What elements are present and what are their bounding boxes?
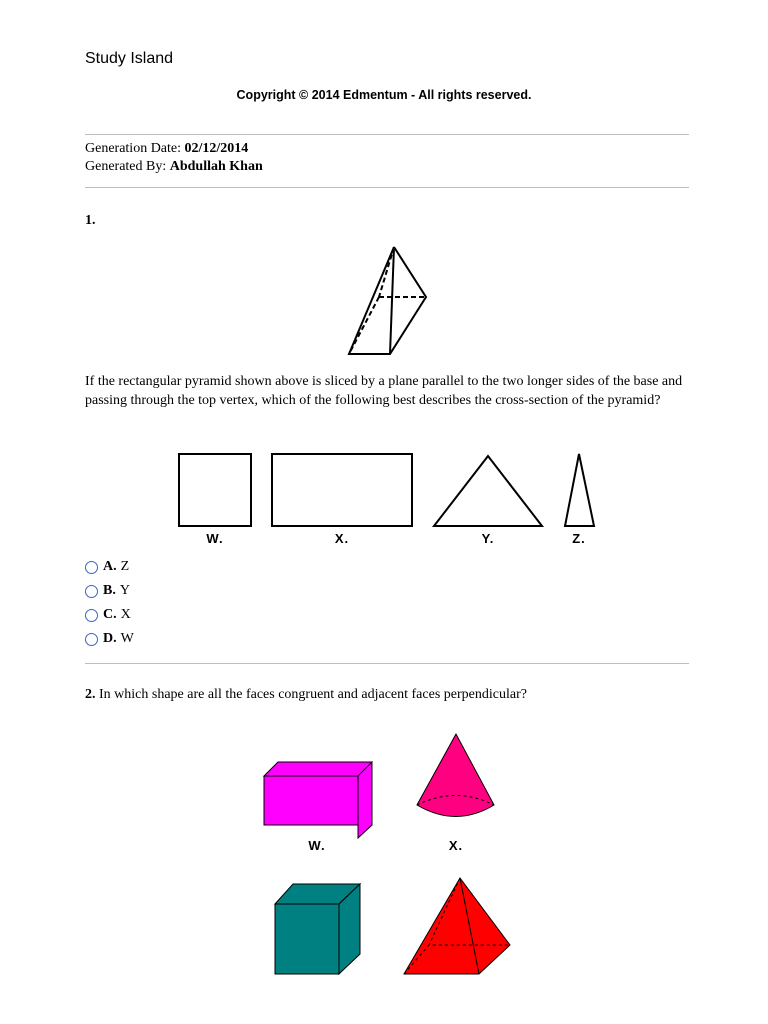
divider: [85, 187, 689, 188]
choice-letter: B.: [103, 583, 116, 598]
question-1-number: 1.: [85, 213, 96, 228]
question-2-number: 2.: [85, 687, 96, 702]
choice-c[interactable]: [85, 606, 131, 624]
figure-label-y: Y.: [481, 531, 495, 546]
generation-date-value: 02/12/2014: [184, 141, 249, 156]
generation-date-row: [85, 140, 248, 158]
generation-date-label: Generation Date:: [85, 141, 182, 156]
pyramid-solid-edges: [349, 247, 426, 354]
question-1-text: If the rectangular pyramid shown above is sliced by a plane parallel to the two longer sides of the base and passing through the top vertex, which of the following best describes the cross-section of the pyramid?: [85, 374, 683, 408]
cross-section-options-figure: [170, 450, 600, 550]
wide-triangle-shape: [434, 456, 542, 526]
radio-button[interactable]: [85, 609, 98, 622]
rectangular-pyramid-figure: [340, 243, 435, 358]
cone-shape: [417, 734, 494, 817]
choice-text: Z: [120, 559, 130, 574]
choice-text: X: [120, 607, 131, 622]
choice-a[interactable]: [85, 558, 129, 576]
choice-letter: C.: [103, 607, 117, 622]
figure-label-z: Z.: [572, 531, 586, 546]
rectangle-shape: [272, 454, 412, 526]
divider: [85, 663, 689, 664]
figure-label-x: X.: [334, 531, 350, 546]
solids-figure: [255, 728, 525, 978]
question-2-row: [85, 686, 689, 705]
choice-d[interactable]: [85, 630, 134, 648]
divider: [85, 134, 689, 135]
figure-label-x: X.: [448, 838, 464, 853]
square-pyramid-shape: [404, 878, 510, 974]
choice-text: W: [120, 631, 134, 646]
generated-by-row: [85, 158, 263, 176]
choice-letter: A.: [103, 559, 117, 574]
radio-button[interactable]: [85, 633, 98, 646]
rectangular-prism-shape: [264, 762, 372, 838]
choice-b[interactable]: [85, 582, 130, 600]
radio-button[interactable]: [85, 561, 98, 574]
generated-by-label: Generated By:: [85, 159, 167, 174]
copyright-notice: Copyright © 2014 Edmentum - All rights reserved.: [236, 88, 532, 102]
question-2-text: In which shape are all the faces congruent and adjacent faces perpendicular?: [99, 687, 527, 702]
cube-shape: [275, 884, 360, 974]
brand-title: Study Island: [85, 50, 174, 67]
figure-label-w: W.: [206, 531, 224, 546]
choice-letter: D.: [103, 631, 117, 646]
generated-by-value: Abdullah Khan: [169, 159, 263, 174]
pyramid-front-edge: [390, 247, 394, 354]
square-shape: [179, 454, 251, 526]
narrow-triangle-shape: [565, 454, 594, 526]
choice-text: Y: [119, 583, 130, 598]
radio-button[interactable]: [85, 585, 98, 598]
figure-label-w: W.: [308, 838, 326, 853]
